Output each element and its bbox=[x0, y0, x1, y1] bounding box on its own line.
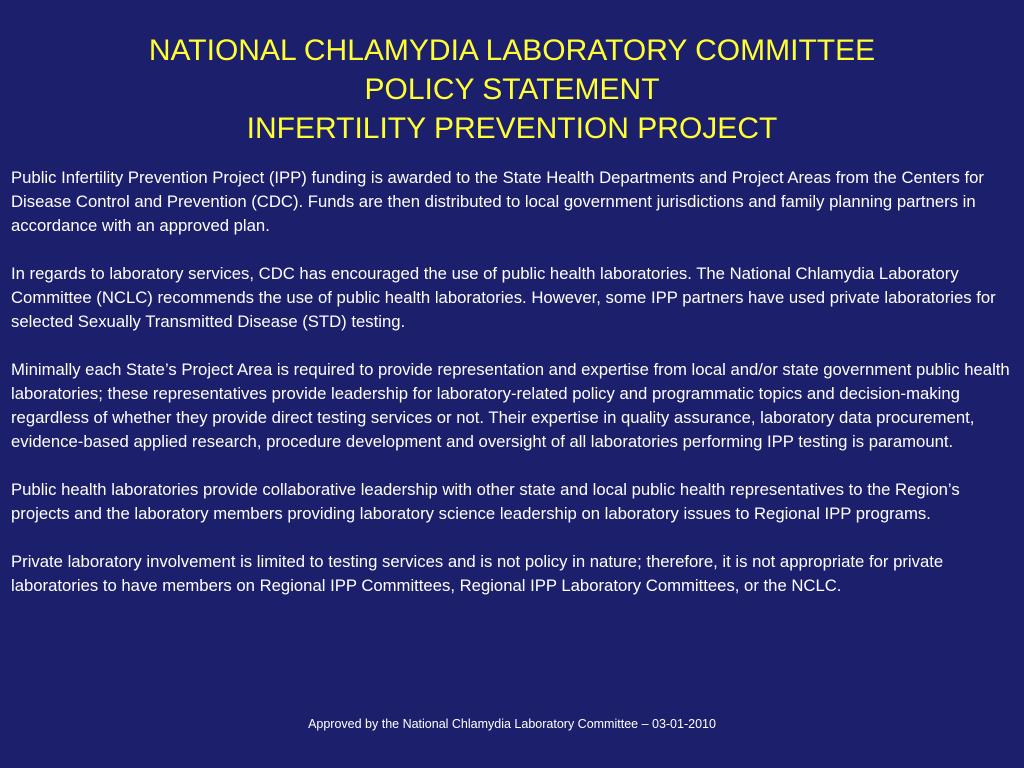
approval-footer: Approved by the National Chlamydia Laboratory Committee – 03-01-2010 bbox=[308, 717, 716, 731]
paragraph-laboratory-services: In regards to laboratory services, CDC has encouraged the use of public health laboratories. The National Chlamydia Laboratory Committee (NCLC) recommends the use of public health laboratories. However, some IPP partners have used private laboratories for selected Sexually Transmitted Disease (STD) testing. bbox=[11, 264, 996, 331]
paragraph-funding: Public Infertility Prevention Project (IPP) funding is awarded to the State Health Departments and Project Areas from the Centers for Disease Control and Prevention (CDC). Funds are then distributed to local government jurisdictions and family planning partners in accordance with an approved plan. bbox=[11, 168, 984, 235]
page-title bbox=[0, 31, 1024, 148]
title-line-2: POLICY STATEMENT bbox=[364, 73, 660, 106]
paragraph-collaborative-leadership: Public health laboratories provide collaborative leadership with other state and local public health representatives to the Region’s projects and the laboratory members providing laboratory science leadership on laboratory issues to Regional IPP programs. bbox=[11, 480, 960, 523]
paragraph-private-laboratories: Private laboratory involvement is limited to testing services and is not policy in nature; therefore, it is not appropriate for private laboratories to have members on Regional IPP Committees, Regional IPP Laboratory Committees, or the NCLC. bbox=[11, 552, 944, 595]
policy-body bbox=[11, 166, 1015, 622]
paragraph-representation: Minimally each State’s Project Area is required to provide representation and expertise from local and/or state government public health laboratories; these representatives provide leadership for laboratory-related policy and programmatic topics and decision-making regardless of whether they provide direct testing services or not. Their expertise in quality assurance, laboratory data procurement, evidence-based applied research, procedure development and oversight of all laboratories performing IPP testing is paramount. bbox=[11, 360, 1010, 451]
title-line-1: NATIONAL CHLAMYDIA LABORATORY COMMITTEE bbox=[148, 34, 876, 67]
title-line-3: INFERTILITY PREVENTION PROJECT bbox=[246, 112, 778, 145]
